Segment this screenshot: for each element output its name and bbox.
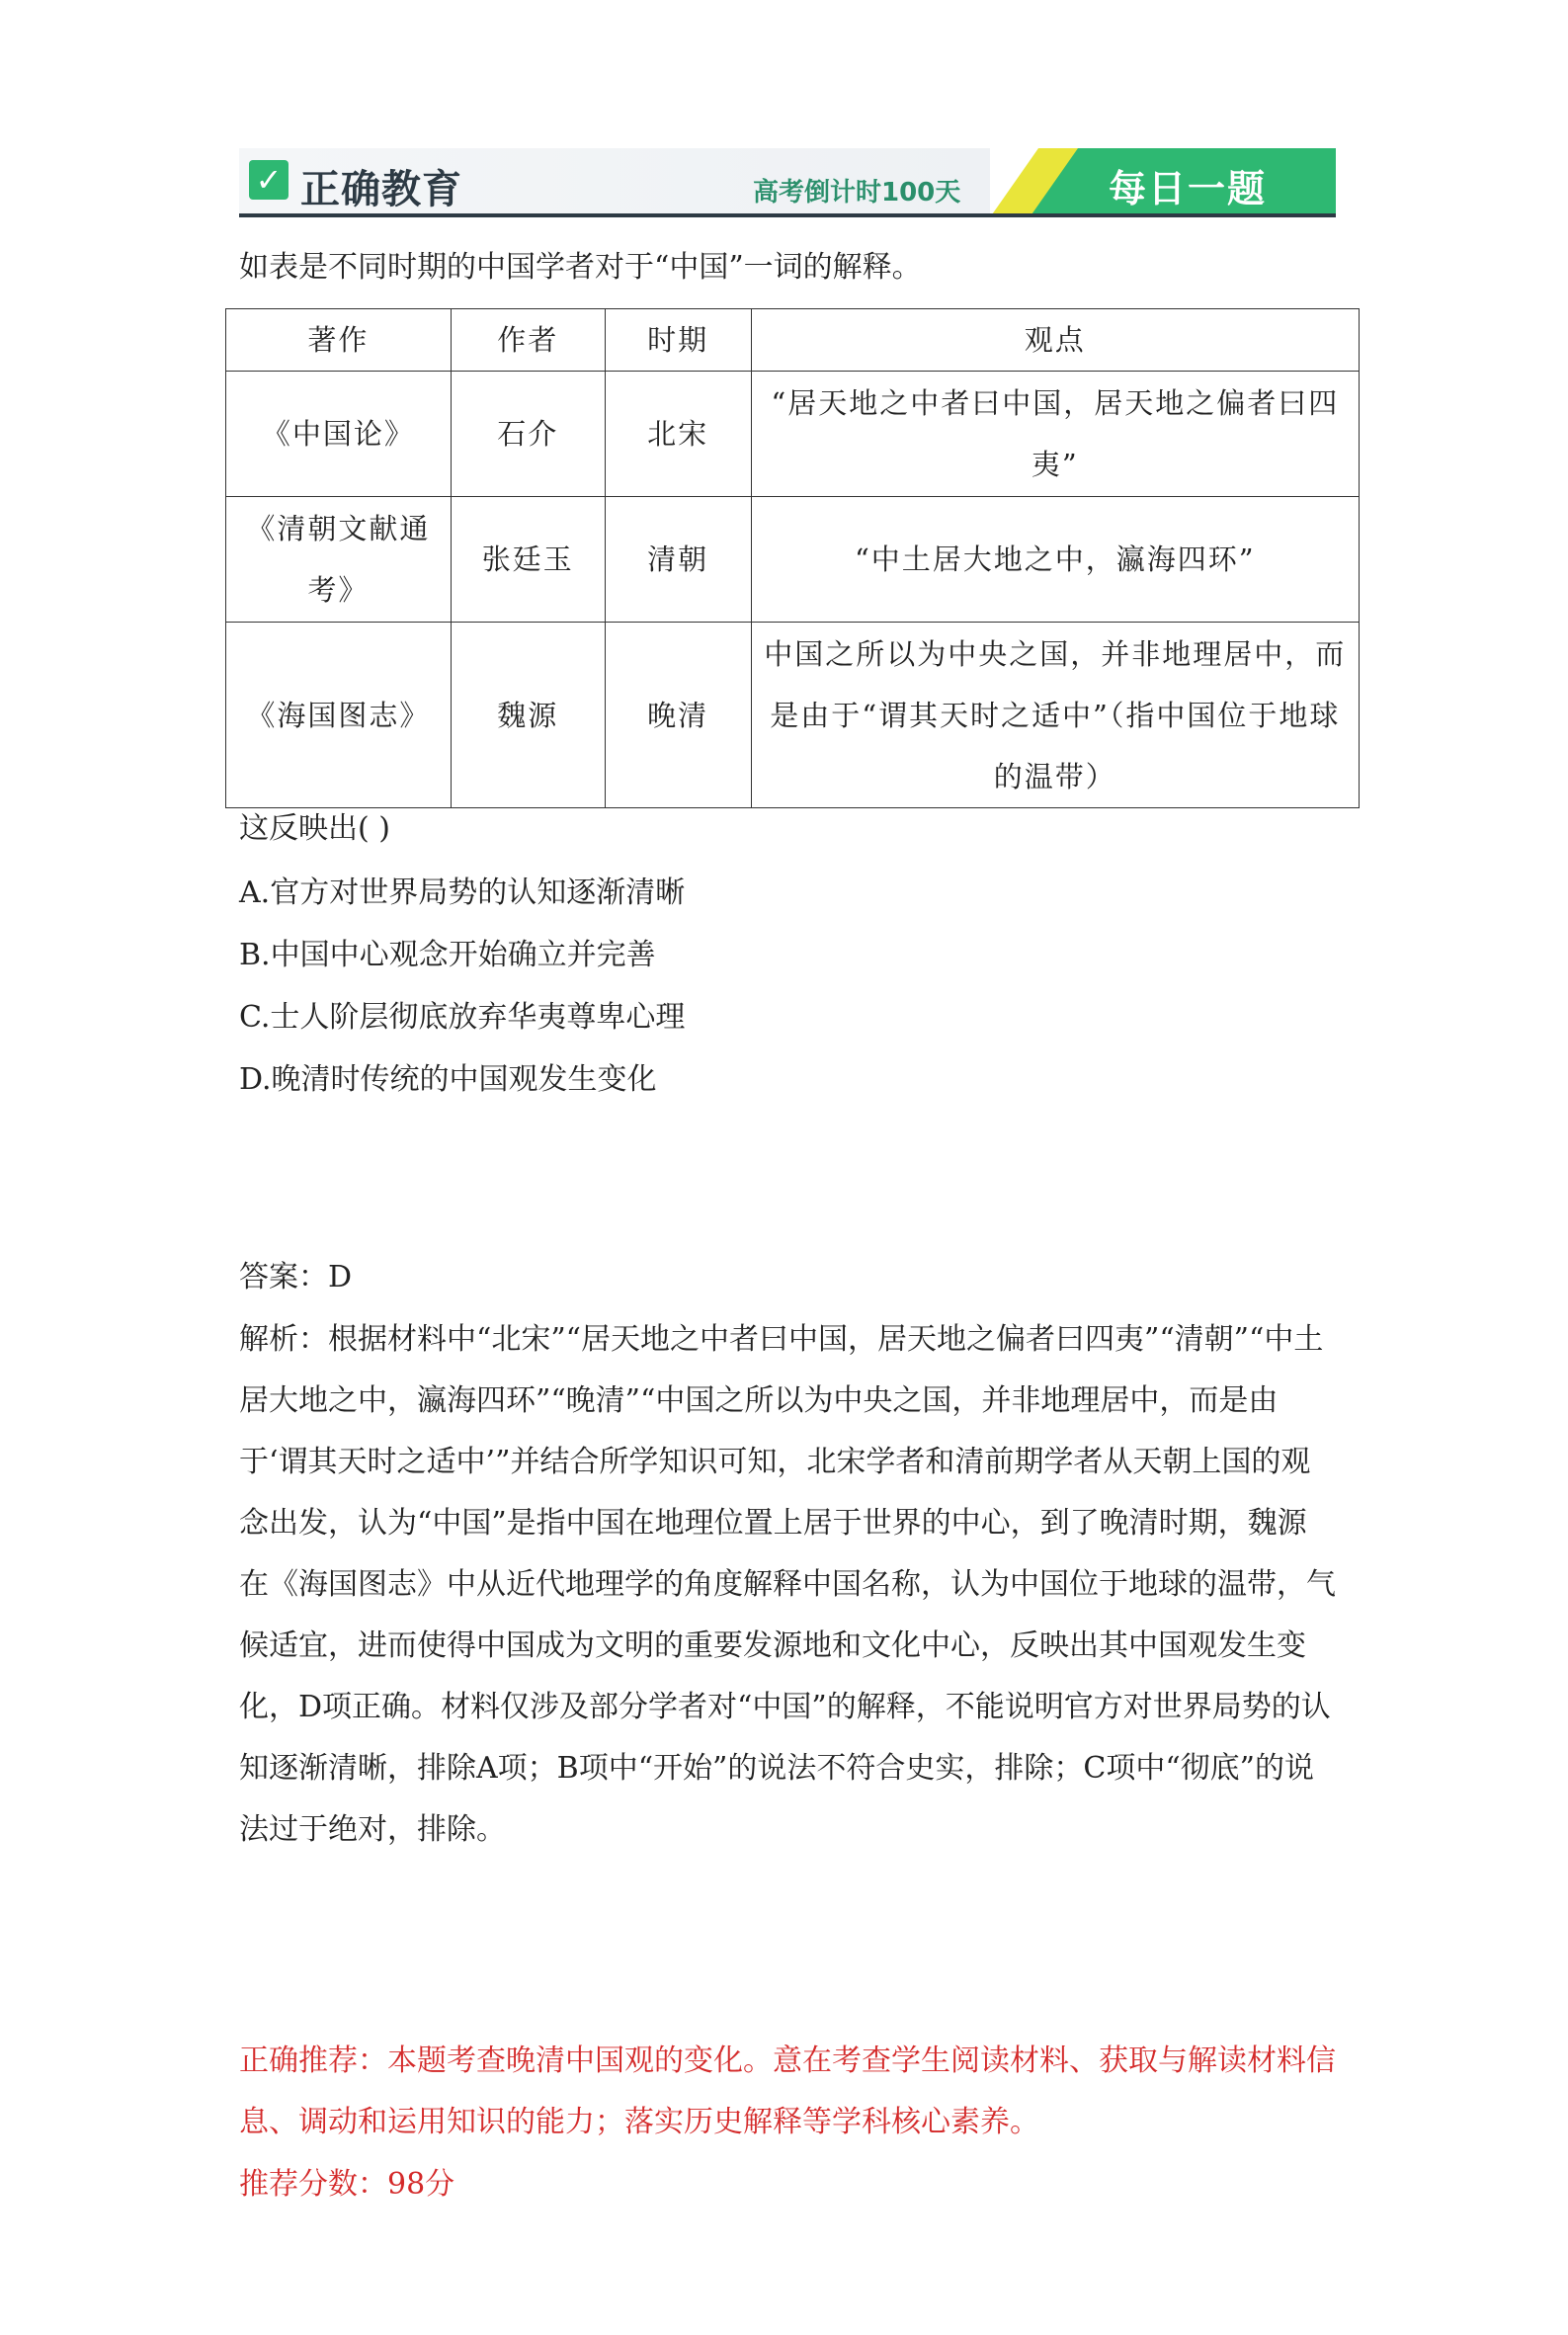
header-banner: [239, 148, 1336, 217]
author-cell: 石介: [451, 372, 605, 497]
view-cell: “居天地之中者曰中国，居天地之偏者曰四夷”: [751, 372, 1359, 497]
table-header-cell: 观点: [751, 309, 1359, 372]
period-cell: 北宋: [605, 372, 751, 497]
answer-label: 答案：D: [239, 1260, 353, 1294]
option-d: D.晚清时传统的中国观发生变化: [239, 1062, 657, 1097]
countdown-text: 高考倒计时100天: [753, 178, 961, 208]
author-cell: 张廷玉: [451, 497, 605, 623]
table-row: [226, 372, 1360, 497]
option-c: C.士人阶层彻底放弃华夷尊卑心理: [239, 1000, 686, 1035]
question-intro: 如表是不同时期的中国学者对于“中国”一词的解释。: [239, 250, 922, 285]
table-header-cell: 作者: [451, 309, 605, 372]
table-header-row: [226, 309, 1360, 372]
recommend-text: 正确推荐：本题考查晚清中国观的变化。意在考查学生阅读材料、获取与解读材料信息、调动和运用知识的能力；落实历史解释等学科核心素养。: [239, 2043, 1336, 2139]
recommend-score: 推荐分数：98分: [239, 2167, 455, 2202]
work-cell: 《中国论》: [226, 372, 452, 497]
period-cell: 晚清: [605, 623, 751, 808]
work-cell: 《清朝文献通考》: [226, 497, 452, 623]
view-cell: “中土居大地之中，瀛海四环”: [751, 497, 1359, 623]
table-row: [226, 497, 1360, 623]
options-list: [239, 862, 1336, 1111]
work-cell: 《海国图志》: [226, 623, 452, 808]
view-cell: 中国之所以为中央之国，并非地理居中，而是由于“谓其天时之适中”（指中国位于地球的温带）: [751, 623, 1359, 808]
question-stem: 这反映出( ): [239, 811, 390, 846]
daily-question-tag: 每日一题: [1109, 167, 1268, 210]
period-cell: 清朝: [605, 497, 751, 623]
answer-analysis: 解析：根据材料中“北宋”“居天地之中者曰中国，居天地之偏者曰四夷”“清朝”“中土居大地之中，瀛海四环”“晚清”“中国之所以为中央之国，并非地理居中，而是由于‘谓其天时之适中’”并结合所学知识可知，北宋学者和清前期学者从天朝上国的观念出发，认为“中国”是指中国在地理位置上居于世界的中心，到了晚清时期，魏源在《海国图志》中从近代地理学的角度解释中国名称，认为中国位于地球的温带，气候适宜，进而使得中国成为文明的重要发源地和文化中心，反映出其中国观发生变化，D项正确。材料仅涉及部分学者对“中国”的解释，不能说明官方对世界局势的认知逐渐清晰，排除A项；B项中“开始”的说法不符合史实，排除；C项中“彻底”的说法过于绝对，排除。: [239, 1322, 1336, 1847]
banner-underline: [239, 213, 1336, 217]
source-table: [225, 308, 1360, 808]
check-logo-icon: ✓: [249, 160, 289, 200]
table-header-cell: 时期: [605, 309, 751, 372]
option-b: B.中国中心观念开始确立并完善: [239, 938, 656, 972]
brand-name: 正确教育: [300, 167, 462, 212]
option-a: A.官方对世界局势的认知逐渐清晰: [239, 876, 686, 910]
table-row: [226, 623, 1360, 808]
author-cell: 魏源: [451, 623, 605, 808]
table-header-cell: 著作: [226, 309, 452, 372]
